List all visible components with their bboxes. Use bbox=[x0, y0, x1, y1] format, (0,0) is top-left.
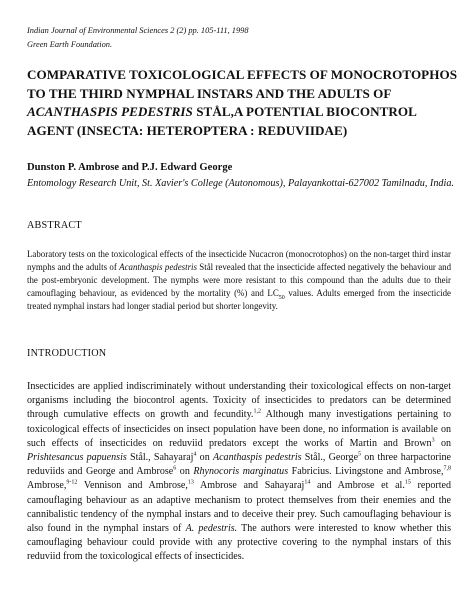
species-name: Acanthaspis pedestris bbox=[212, 452, 302, 464]
intro-text: on bbox=[434, 437, 451, 449]
abstract-text: Stål revealed that the insecticide affected negatively the behaviour and the post-embryonic development. The nymphs were more resistant to this compound than the adults due to their camouflaging behaviour, as evidenced by the mortality (%) and LC bbox=[27, 262, 452, 299]
title-text: COMPARATIVE TOXICOLOGICAL EFFECTS OF MONOCROTOPHOS TO THE THIRD NYMPHAL INSTARS AND THE ADULTS OF bbox=[27, 67, 458, 101]
intro-text: Ambrose and Sahayaraj bbox=[193, 480, 305, 492]
abstract-text: values. Adults emerged from the insecticide treated nymphal instars had longer stadial period but shorter longevity. bbox=[27, 288, 451, 312]
citation-ref: 3 bbox=[431, 437, 435, 444]
article-title bbox=[27, 66, 459, 140]
intro-text: reported camouflaging behaviour as an adaptive mechanism to protect themselves from their enemies and the cannibalistic tendency of the nymphal instars and to deceive their prey. Such camouflaging behaviour is also found in the nymphal instars of bbox=[27, 480, 452, 535]
species-name: Rhynocoris marginatus bbox=[193, 466, 289, 478]
abstract-heading: ABSTRACT bbox=[27, 220, 82, 231]
publisher-line: Green Earth Foundation. bbox=[27, 39, 113, 49]
intro-text: Ambrose, bbox=[27, 480, 67, 492]
journal-citation bbox=[27, 24, 249, 51]
intro-text: Stål., George bbox=[301, 452, 359, 464]
citation-ref: 9-12 bbox=[66, 480, 78, 487]
title-text-end: STÅL,A POTENTIAL BIOCONTROL AGENT (INSECTA: HETEROPTERA : REDUVIIDAE) bbox=[27, 104, 417, 138]
intro-text: The authors were interested to know whether this camouflaging behaviour could provide with any protective covering to the nymphal instars of this reduviid from the toxicological effects of insecticides. bbox=[27, 523, 451, 563]
species-name: Acanthaspis pedestris bbox=[119, 262, 197, 273]
citation-ref: 14 bbox=[304, 480, 311, 487]
intro-text: Insecticides are applied indiscriminately without understanding their toxicological effects on non-target organisms including the biocontrol agents. Toxicity of insecticides to predators can be determined through cumulative effects on growth and fecundity. bbox=[27, 381, 451, 421]
citation-ref: 5 bbox=[358, 451, 362, 458]
intro-text: on bbox=[196, 452, 213, 464]
citation-ref: 1,2 bbox=[253, 409, 261, 416]
title-species: ACANTHASPIS PEDESTRIS bbox=[27, 104, 193, 120]
abstract-text: Laboratory tests on the toxicological effects of the insecticide Nucacron (monocrotophos) on the non-target third instar nymphs and the adults of bbox=[27, 249, 451, 273]
intro-text: on bbox=[176, 466, 194, 478]
intro-text: Vennison and Ambrose, bbox=[77, 480, 188, 492]
abstract-body bbox=[27, 248, 451, 313]
citation-ref: 13 bbox=[187, 480, 194, 487]
intro-text: and Ambrose et al. bbox=[310, 480, 405, 492]
citation-ref: 7,8 bbox=[443, 465, 451, 472]
lc-subscript: 50 bbox=[278, 295, 285, 302]
species-name: Prishtesancus papuensis bbox=[27, 452, 127, 464]
species-name: A. pedestris. bbox=[185, 523, 238, 535]
affiliation: Entomology Research Unit, St. Xavier's College (Autonomous), Palayankottai-627002 Tamilnadu, India. bbox=[27, 178, 454, 189]
authors: Dunston P. Ambrose and P.J. Edward George bbox=[27, 162, 233, 173]
citation-ref: 4 bbox=[193, 451, 197, 458]
citation-ref: 15 bbox=[404, 480, 411, 487]
introduction-body bbox=[27, 380, 451, 565]
intro-text: Fabricius. Livingstone and Ambrose, bbox=[288, 466, 444, 478]
intro-text: on three harpactorine reduviids and George and Ambrose bbox=[27, 452, 451, 478]
intro-text: Stål., Sahayaraj bbox=[126, 452, 194, 464]
introduction-heading: INTRODUCTION bbox=[27, 348, 107, 359]
citation-ref: 6 bbox=[173, 465, 177, 472]
journal-line: Indian Journal of Environmental Sciences 2 (2) pp. 105-111, 1998 bbox=[27, 26, 249, 35]
intro-text: Although many investigations pertaining to toxicological effects of insecticides on insect population have been done, no information is available on such effects of insecticides on reduviid predators except the works of Martin and Brown bbox=[27, 409, 451, 449]
